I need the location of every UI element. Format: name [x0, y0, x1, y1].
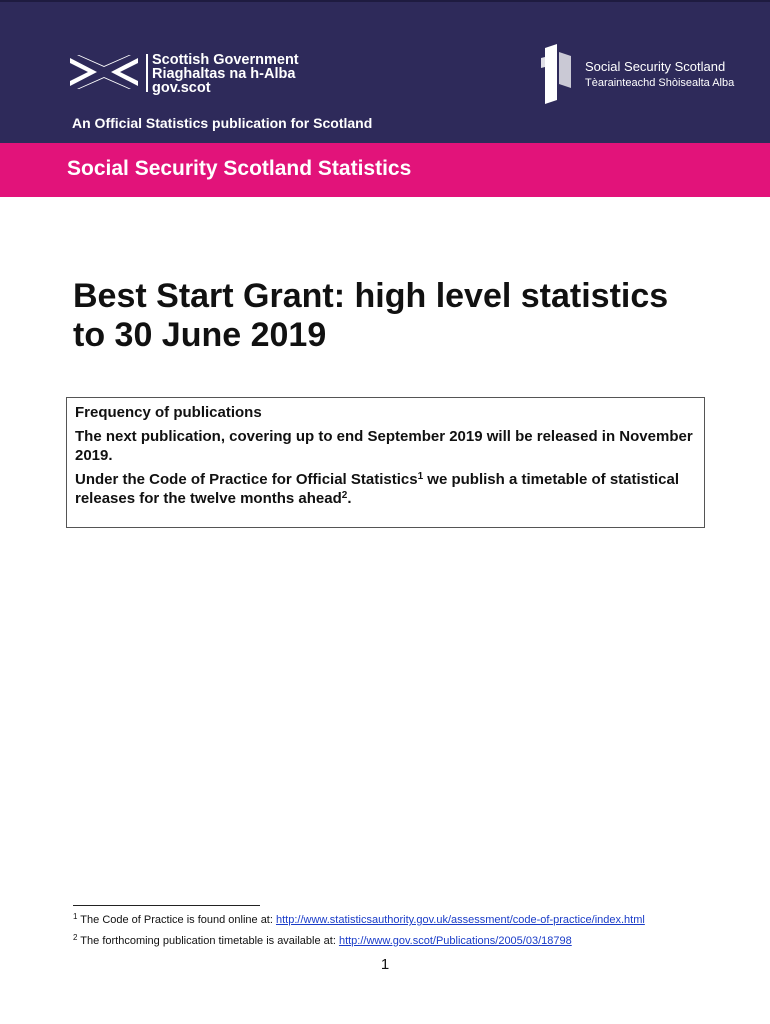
frequency-heading: Frequency of publications: [75, 404, 262, 421]
footnote-ref-1[interactable]: 1: [417, 471, 424, 482]
page-number: 1: [380, 956, 390, 973]
code-text-part1: Under the Code of Practice for Official Statistics: [75, 471, 418, 488]
scottish-government-logo-text: [152, 53, 299, 95]
code-text-part2: we publish a timetable of statistical releases for the twelve months ahead: [75, 471, 680, 507]
footnote-1-number: 1: [73, 912, 78, 921]
frequency-of-publications-box: [66, 397, 705, 528]
code-text-part3: .: [347, 490, 352, 507]
footnote-1-text: The Code of Practice is found online at:: [77, 914, 276, 926]
social-security-scotland-logo-text: [585, 59, 734, 90]
footnote-2-link[interactable]: http://www.gov.scot/Publications/2005/03/18798: [338, 935, 572, 947]
sg-logo-line1: Scottish Government: [152, 52, 299, 68]
footnote-2: [73, 935, 572, 947]
page-header: [0, 0, 770, 143]
next-publication-text: The next publication, covering up to end September 2019 will be released in November 2019.: [75, 428, 693, 464]
footnote-ref-2[interactable]: 2: [341, 490, 348, 501]
code-of-practice-text: [75, 470, 696, 508]
social-security-scotland-icon: [541, 42, 575, 106]
saltire-flag-icon: [70, 55, 138, 89]
sss-logo-name: Social Security Scotland: [585, 59, 726, 74]
sg-logo-line3: gov.scot: [152, 80, 211, 96]
banner-title: Social Security Scotland Statistics: [67, 157, 412, 180]
logo-divider: [146, 54, 148, 92]
footnote-separator: [73, 905, 260, 906]
document-title: Best Start Grant: high level statistics to 30 June 2019: [73, 277, 669, 354]
footnote-2-number: 2: [73, 933, 78, 942]
title-banner: [0, 143, 770, 197]
official-statistics-statement: An Official Statistics publication for Scotland: [72, 115, 373, 131]
sg-logo-line2: Riaghaltas na h-Alba: [152, 66, 296, 82]
footnote-1-link[interactable]: http://www.statisticsauthority.gov.uk/assessment/code-of-practice/index.html: [275, 914, 645, 926]
sss-logo-gaelic: Tèarainteachd Shòisealta Alba: [585, 77, 735, 89]
footnote-2-text: The forthcoming publication timetable is available at:: [77, 935, 339, 947]
footnote-1: [73, 914, 645, 926]
